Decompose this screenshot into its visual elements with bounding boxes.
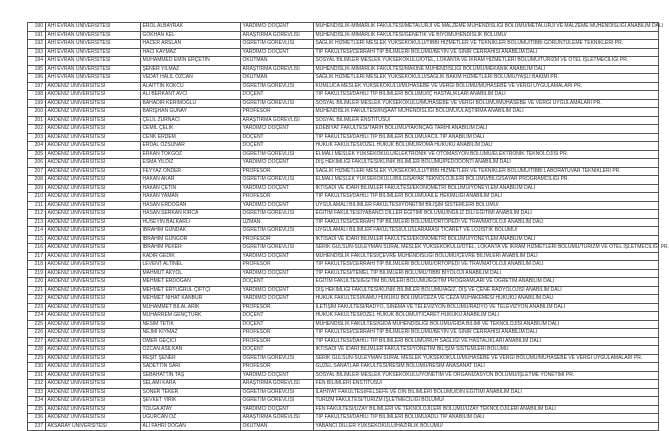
cell-title: OKUTMAN — [241, 74, 314, 83]
cell-name: MEHMET ERDOĞAN — [141, 278, 241, 287]
table-row — [28, 252, 659, 261]
cell-name: HAKAN ÇETİN — [141, 184, 241, 193]
cell-no: 224 — [28, 312, 46, 321]
cell-title: ÖĞRETİM GÖREVLİSİ — [241, 388, 314, 397]
cell-title: DOÇENT — [241, 91, 314, 100]
table-row — [28, 65, 659, 74]
cell-department: SERİK GÜLSÜN-SÜLEYMAN SÜRAL MESLEK YÜKSEKOKULU/OTEL, LOKANTA VE İKRAM HİZMETLERİ BÖLÜMÜ/TURİZM VE OTEL İŞLETMECİLİĞİ PR. — [315, 244, 669, 250]
table-row — [28, 337, 659, 346]
cell-no: 208 — [28, 176, 46, 185]
cell-title: ÖĞRETİM GÖREVLİSİ — [241, 40, 314, 49]
cell-title: YARDIMCI DOÇENT — [241, 295, 314, 304]
cell-no: 234 — [28, 397, 46, 406]
cell-department: EĞİTİM FAKÜLTESİ/EĞİTİM BİLİMLERİ BÖLÜMÜ/EĞİTİM PROGRAMLARI VE ÖĞRETİM ANABİLİM DALI — [314, 278, 659, 287]
cell-department: SOSYAL BİLİMLER ENSTİTÜSÜ/ — [314, 116, 659, 125]
cell-title: ÖĞRETİM GÖREVLİSİ — [241, 99, 314, 108]
cell-university: AHİ EVRAN ÜNİVERSİTESİ — [46, 48, 141, 57]
cell-no: 192 — [28, 40, 46, 49]
cell-department: FEN FAKÜLTESİ/UZAY BİLİMLERİ VE TEKNOLOJİLERİ BÖLÜMÜ/UZAY TEKNOLOJİLERİ ANABİLİM DALI — [314, 405, 659, 414]
cell-name: HACER ARSLAN — [141, 40, 241, 49]
cell-department: DİŞ HEKİMLİĞİ FAKÜLTESİ/KLİNİK BİLİMLER BÖLÜMÜ/AĞIZ, DİŞ VE ÇENE RADYOLOJİSİ ANABİLİM DALI — [314, 286, 659, 295]
cell-title: PROFESÖR — [241, 363, 314, 372]
cell-no: 209 — [28, 184, 46, 193]
cell-department: HUKUK FAKÜLTESİ/ÖZEL HUKUK BÖLÜMÜ/TİCARET HUKUKU ANABİLİM DALI — [314, 312, 659, 321]
cell-university: AHİ EVRAN ÜNİVERSİTESİ — [46, 40, 141, 49]
cell-name: BARIŞHAN GÜNAY — [141, 108, 241, 117]
cell-department: SOSYAL BİLİMLER MESLEK YÜKSEKOKULU/MUHASEBE VE VERGİ BÖLÜMÜ/MUHASEBE VE VERGİ UYGULAMALARI PR. — [314, 99, 659, 108]
table-row — [28, 312, 659, 321]
cell-university: AKDENİZ ÜNİVERSİTESİ — [46, 201, 141, 210]
cell-name: KADİR GEDİK — [141, 252, 241, 261]
cell-university: AKDENİZ ÜNİVERSİTESİ — [46, 159, 141, 168]
cell-no: 229 — [28, 354, 46, 363]
cell-title: PROFESÖR — [241, 303, 314, 312]
cell-name: MEHMET NİHAT KANBUR — [141, 295, 241, 304]
table-row — [28, 48, 659, 57]
cell-title: ARAŞTIRMA GÖREVLİSİ — [241, 414, 314, 423]
table-row — [28, 414, 659, 423]
cell-department: TIP FAKÜLTESİ/DAHİLİ TIP BİLİMLERİ BÖLÜMÜ/İÇ HASTALIKLARI ANABİLİM DALI — [314, 91, 659, 100]
cell-name: İBRAHİM GÜNDAK — [141, 227, 241, 236]
table-row — [28, 388, 659, 397]
cell-no: 228 — [28, 346, 46, 355]
cell-name: ESMA YILDIZ — [141, 159, 241, 168]
cell-university: AHİ EVRAN ÜNİVERSİTESİ — [46, 65, 141, 74]
cell-title: OKUTMAN — [241, 422, 314, 431]
cell-name: MUHAMMED EMİN ERÇETİN — [141, 57, 241, 66]
table-row — [28, 329, 659, 338]
table-row — [28, 40, 659, 49]
cell-department: TIP FAKÜLTESİ/CERRAHİ TIP BİLİMLERİ BÖLÜMÜ/ORTOPEDİ VE TRAVMATOLOJİ ANABİLİM DALI — [314, 261, 659, 270]
cell-title: ÖĞRETİM GÖREVLİSİ — [241, 210, 314, 219]
cell-name: MUHAMMET BİLAL ARIK — [141, 303, 241, 312]
cell-title: YARDIMCI DOÇENT — [241, 371, 314, 380]
cell-title: UZMAN — [241, 218, 314, 227]
cell-department: SERİK GÜLSÜN-SÜLEYMAN SÜRAL MESLEK YÜKSEKOKULU/MUHASEBE VE VERGİ BÖLÜMÜ/MUHASEBE VE VERGİ UYGULAMALARI PR. — [314, 354, 659, 363]
cell-university: AKDENİZ ÜNİVERSİTESİ — [46, 218, 141, 227]
cell-no: 225 — [28, 320, 46, 329]
cell-university: AKDENİZ ÜNİVERSİTESİ — [46, 320, 141, 329]
cell-name: ŞEVKET YİRİK — [141, 397, 241, 406]
table-row — [28, 23, 659, 32]
table-row — [28, 295, 659, 304]
cell-title: YARDIMCI DOÇENT — [241, 125, 314, 134]
cell-university: AHİ EVRAN ÜNİVERSİTESİ — [46, 23, 141, 32]
cell-department: İKTİSADİ VE İDARİ BİLİMLER FAKÜLTESİ/EKONOMETRİ BÖLÜMÜ/YÖNEYLEM ANABİLİM DALI — [314, 184, 659, 193]
cell-no: 216 — [28, 244, 46, 253]
cell-no: 237 — [28, 422, 46, 431]
cell-department: İKTİSADİ VE İDARİ BİLİMLER FAKÜLTESİ/EKONOMETRİ BÖLÜMÜ/YÖNEYLEM ANABİLİM DALI — [314, 235, 659, 244]
cell-department: MÜHENDİSLİK FAKÜLTESİ/ÇEVRE MÜHENDİSLİĞİ BÖLÜMÜ/ÇEVRE BİLİMLERİ ANABİLİM DALI — [314, 252, 659, 261]
cell-department: TIP FAKÜLTESİ/CERRAHİ TIP BİLİMLERİ BÖLÜMÜ/BEYİN VE SİNİR CERRAHİSİ ANABİLİM DALI — [314, 48, 659, 57]
cell-title: PROFESÖR — [241, 193, 314, 202]
cell-no: 198 — [28, 91, 46, 100]
cell-title: DOÇENT — [241, 133, 314, 142]
cell-title: DOÇENT — [241, 346, 314, 355]
cell-university: AKDENİZ ÜNİVERSİTESİ — [46, 269, 141, 278]
cell-title: DOÇENT — [241, 278, 314, 287]
cell-no: 236 — [28, 414, 46, 423]
cell-name: NEJMİ KIYMAZ — [141, 329, 241, 338]
cell-name: ALİ BERKANT AVCI — [141, 91, 241, 100]
table-row — [28, 422, 659, 431]
table-row — [28, 125, 659, 134]
cell-department: EĞİTİM FAKÜLTESİ/YABANCI DİLLER EĞİTİMİ BÖLÜMÜ/İNGİLİZ DİLİ EĞİTİMİ ANABİLİM DALI — [314, 210, 659, 219]
cell-university: AKDENİZ ÜNİVERSİTESİ — [46, 99, 141, 108]
cell-university: AKDENİZ ÜNİVERSİTESİ — [46, 371, 141, 380]
academic-staff-table — [27, 22, 669, 431]
cell-university: AKDENİZ ÜNİVERSİTESİ — [46, 108, 141, 117]
cell-no: 196 — [28, 74, 46, 83]
table-row — [28, 278, 659, 287]
cell-title: ÖĞRETİM GÖREVLİSİ — [241, 244, 314, 253]
table-row — [28, 363, 659, 372]
cell-title: YARDIMCI DOÇENT — [241, 201, 314, 210]
cell-no: 206 — [28, 159, 46, 168]
cell-title: PROFESÖR — [241, 167, 314, 176]
cell-department: TIP FAKÜLTESİ/DAHİLİ TIP BİLİMLERİ BÖLÜMÜ/ADLİ TIP ANABİLİM DALI — [314, 414, 659, 423]
cell-no: 222 — [28, 295, 46, 304]
cell-no: 215 — [28, 235, 46, 244]
cell-title: YARDIMCI DOÇENT — [241, 48, 314, 57]
cell-title: YARDIMCI DOÇENT — [241, 159, 314, 168]
cell-name: SADETTİN SARI — [141, 363, 241, 372]
cell-department: TURİZM FAKÜLTESİ/TURİZM İŞLETMECİLİĞİ BÖLÜMÜ/ — [314, 397, 659, 406]
cell-no: 226 — [28, 329, 46, 338]
cell-title: PROFESÖR — [241, 261, 314, 270]
cell-title: OKUTMAN — [241, 57, 314, 66]
cell-no: 230 — [28, 363, 46, 372]
cell-title: ÖĞRETİM GÖREVLİSİ — [241, 176, 314, 185]
cell-no: 199 — [28, 99, 46, 108]
cell-no: 197 — [28, 82, 46, 91]
cell-university: AKDENİZ ÜNİVERSİTESİ — [46, 116, 141, 125]
cell-university: AKDENİZ ÜNİVERSİTESİ — [46, 312, 141, 321]
table-row — [28, 397, 659, 406]
cell-university: AKDENİZ ÜNİVERSİTESİ — [46, 252, 141, 261]
cell-department: FEN BİLİMLERİ ENSTİTÜSÜ/ — [314, 380, 659, 389]
table-row — [28, 142, 659, 151]
cell-department: SAĞLIK HİZMETLERİ MESLEK YÜKSEKOKULU/SAĞLIK BAKIM HİZMETLERİ BÖLÜMÜ/YAŞLI BAKIMI PR. — [314, 74, 659, 83]
cell-no: 233 — [28, 388, 46, 397]
cell-department: GÜZEL SANATLAR FAKÜLTESİ/RESİM BÖLÜMÜ/RESİM ANASANAT DALI — [314, 363, 659, 372]
cell-department: İKTİSADİ VE İDARİ BİLİMLER FAKÜLTESİ/YÖNETİM BİLİŞİM SİSTEMLERİ BÖLÜMÜ — [314, 346, 659, 355]
cell-no: 212 — [28, 210, 46, 219]
cell-department: KUMLUCA MESLEK YÜKSEKOKULU/MUHASEBE VE VERGİ BÖLÜMÜ/MUHASEBE VE VERGİ UYGULAMALARI PR. — [314, 82, 659, 91]
cell-name: BAHADIR KERİMOĞLU — [141, 99, 241, 108]
cell-no: 203 — [28, 133, 46, 142]
cell-title: PROFESÖR — [241, 337, 314, 346]
cell-title: YARDIMCI DOÇENT — [241, 286, 314, 295]
cell-university: AKDENİZ ÜNİVERSİTESİ — [46, 397, 141, 406]
cell-department: İLETİŞİM FAKÜLTESİ/RADYO, SİNEMA VE TELEVİZYON BÖLÜMÜ/RADYO VE TELEVİZYON ANABİLİM DALI — [314, 303, 659, 312]
cell-department: SOSYAL BİLİMLER MESLEK YÜKSEKOKULU/YÖNETİM VE ORGANİZASYON BÖLÜMÜ/İŞLETME YÖNETİMİ PR. — [314, 371, 659, 380]
cell-university: AKDENİZ ÜNİVERSİTESİ — [46, 346, 141, 355]
cell-university: AKSARAY ÜNİVERSİTESİ — [46, 422, 141, 431]
cell-no: 213 — [28, 218, 46, 227]
cell-title: ÖĞRETİM GÖREVLİSİ — [241, 227, 314, 236]
cell-name: SEBAHATTİN TAŞ — [141, 371, 241, 380]
cell-university: AKDENİZ ÜNİVERSİTESİ — [46, 184, 141, 193]
cell-university: AKDENİZ ÜNİVERSİTESİ — [46, 337, 141, 346]
cell-university: AKDENİZ ÜNİVERSİTESİ — [46, 150, 141, 159]
table-row — [28, 371, 659, 380]
cell-no: 231 — [28, 371, 46, 380]
cell-no: 227 — [28, 337, 46, 346]
cell-no: 217 — [28, 252, 46, 261]
cell-name: SONER TEKER — [141, 388, 241, 397]
cell-university: AKDENİZ ÜNİVERSİTESİ — [46, 295, 141, 304]
cell-department: MÜHENDİSLİK-MİMARLIK FAKÜLTESİ/METALURJİ VE MALZEME MÜHENDİSLİĞİ BÖLÜMÜ/METALURJİ VE MALZEME MÜHENDİSLİĞİ ANABİLİM DALI — [315, 23, 664, 29]
cell-department: TIP FAKÜLTESİ/DAHİLİ TIP BİLİMLERİ BÖLÜMÜ/AİLE HEKİMLİĞİ ANABİLİM DALI — [314, 193, 659, 202]
cell-name: HÜSEYİN BALKARLI — [141, 218, 241, 227]
table-row — [28, 167, 659, 176]
cell-department: SOSYAL BİLİMLER MESLEK YÜKSEKOKULU/OTEL, LOKANTA VE İKRAM HİZMETLERİ BÖLÜMÜ/TURİZM VE OTEL İŞLETMECİLİĞİ PR. — [314, 57, 659, 66]
cell-title: DOÇENT — [241, 142, 314, 151]
cell-name: ŞENER YILMAZ — [141, 65, 241, 74]
cell-name: HAKAN YAMAN — [141, 193, 241, 202]
cell-no: 204 — [28, 142, 46, 151]
cell-name: İBRAHİM PEKER — [141, 244, 241, 253]
table-row — [28, 405, 659, 414]
cell-university: AKDENİZ ÜNİVERSİTESİ — [46, 388, 141, 397]
cell-university: AKDENİZ ÜNİVERSİTESİ — [46, 193, 141, 202]
table-row — [28, 176, 659, 185]
cell-university: AKDENİZ ÜNİVERSİTESİ — [46, 286, 141, 295]
cell-no: 232 — [28, 380, 46, 389]
cell-name: CENK ERDEM — [141, 133, 241, 142]
cell-department: TIP FAKÜLTESİ/CERRAHİ TIP BİLİMLERİ BÖLÜMÜ/BEYİN VE SİNİR CERRAHİSİ ANABİLİM DALI — [314, 329, 659, 338]
table-row — [28, 82, 659, 91]
cell-department: DİŞ HEKİMLİĞİ FAKÜLTESİ/KLİNİK BİLİMLER BÖLÜMÜ/PEDODONTİ ANABİLİM DALI — [314, 159, 659, 168]
cell-department: SAĞLIK HİZMETLERİ MESLEK YÜKSEKOKULU/TIBBİ HİZMETLER VE TEKNİKLER BÖLÜMÜ/TIBBİ LABORATUVAR TEKNİKLERİ PR. — [314, 167, 659, 176]
cell-no: 207 — [28, 167, 46, 176]
table-row — [28, 108, 659, 117]
cell-university: AHİ EVRAN ÜNİVERSİTESİ — [46, 31, 141, 40]
table-row — [28, 303, 659, 312]
table-row — [28, 193, 659, 202]
cell-name: HAKAN AKAR — [141, 176, 241, 185]
cell-name: REŞİT ŞENER — [141, 354, 241, 363]
cell-no: 220 — [28, 278, 46, 287]
cell-title: ÖĞRETİM GÖREVLİSİ — [241, 397, 314, 406]
cell-university: AKDENİZ ÜNİVERSİTESİ — [46, 235, 141, 244]
cell-university: AKDENİZ ÜNİVERSİTESİ — [46, 176, 141, 185]
cell-no: 218 — [28, 261, 46, 270]
cell-title: DOÇENT — [241, 320, 314, 329]
table-row — [28, 184, 659, 193]
cell-name: ERDAL ÖZSUNAR — [141, 142, 241, 151]
table-row — [28, 286, 659, 295]
cell-no: 193 — [28, 48, 46, 57]
cell-title: PROFESÖR — [241, 235, 314, 244]
cell-university: AHİ EVRAN ÜNİVERSİTESİ — [46, 74, 141, 83]
cell-no: 201 — [28, 116, 46, 125]
cell-department: MÜHENDİSLİK FAKÜLTESİ/İNŞAAT MÜHENDİSLİĞİ BÖLÜMÜ/ULAŞTIRMA ANABİLİM DALI — [314, 108, 659, 117]
cell-title: ÖĞRETİM GÖREVLİSİ — [241, 150, 314, 159]
cell-university: AKDENİZ ÜNİVERSİTESİ — [46, 125, 141, 134]
cell-title: ARAŞTIRMA GÖREVLİSİ — [241, 65, 314, 74]
table-row — [28, 320, 659, 329]
cell-no: 194 — [28, 57, 46, 66]
cell-university: AKDENİZ ÜNİVERSİTESİ — [46, 363, 141, 372]
table-row — [28, 57, 659, 66]
cell-no: 200 — [28, 108, 46, 117]
cell-university: AKDENİZ ÜNİVERSİTESİ — [46, 414, 141, 423]
cell-no: 190 — [28, 23, 46, 32]
cell-university: AKDENİZ ÜNİVERSİTESİ — [46, 303, 141, 312]
table-row — [28, 201, 659, 210]
cell-name: SELAMİ KARA — [141, 380, 241, 389]
cell-department: MÜHENDİSLİK-MİMARLIK FAKÜLTESİ/MAKİNE MÜHENDİSLİĞİ BÖLÜMÜ/MEKANİK ANABİLİM DALI — [314, 65, 659, 74]
cell-no: 221 — [28, 286, 46, 295]
cell-title: ARAŞTIRMA GÖREVLİSİ — [241, 116, 314, 125]
cell-name: HASAN SERKAN KIRCA — [141, 210, 241, 219]
cell-university: AKDENİZ ÜNİVERSİTESİ — [46, 405, 141, 414]
cell-no: 211 — [28, 201, 46, 210]
cell-no: 223 — [28, 303, 46, 312]
cell-title: ÖĞRETİM GÖREVLİSİ — [241, 354, 314, 363]
cell-name: MEHMET ERTUĞRUL ÇİFTÇİ — [141, 286, 241, 295]
cell-university: AKDENİZ ÜNİVERSİTESİ — [46, 91, 141, 100]
cell-name: ALİ FAHRİ DOĞAN — [141, 422, 241, 431]
cell-university: AKDENİZ ÜNİVERSİTESİ — [46, 354, 141, 363]
cell-department: HUKUK FAKÜLTESİ/ÖZEL HUKUK BÖLÜMÜ/ROMA HUKUKU ANABİLİM DALI — [314, 142, 659, 151]
cell-title: YARDIMCI DOÇENT — [241, 405, 314, 414]
table-row — [28, 227, 659, 236]
cell-title: YARDIMCI DOÇENT — [241, 184, 314, 193]
cell-department: ELMALI MESLEK YÜKSEKOKULU/BİLGİSAYAR TEKNOLOJİLERİ BÖLÜMÜ/BİLGİSAYAR PROGRAMCILIĞI PR. — [314, 176, 659, 185]
cell-no: 210 — [28, 193, 46, 202]
table-row — [28, 346, 659, 355]
cell-title: YARDIMCI DOÇENT — [241, 269, 314, 278]
cell-no: 205 — [28, 150, 46, 159]
staff-table-body — [28, 23, 669, 431]
cell-department: EDEBİYAT FAKÜLTESİ/TARİH BÖLÜMÜ/YAKINÇAĞ TARİHİ ANABİLİM DALI — [314, 125, 659, 134]
cell-university: AKDENİZ ÜNİVERSİTESİ — [46, 244, 141, 253]
table-row — [28, 74, 659, 83]
cell-title: ARAŞTIRMA GÖREVLİSİ — [241, 31, 314, 40]
table-row — [28, 261, 659, 270]
cell-department: UYGULAMALI BİLİMLER FAKÜLTESİ/ULUSLARARASI TİCARET VE LOJİSTİK BÖLÜMÜ/ — [314, 227, 659, 236]
cell-title: ARAŞTIRMA GÖREVLİSİ — [241, 380, 314, 389]
cell-department: TIP FAKÜLTESİ/TEMEL TIP BİLİMLERİ BÖLÜMÜ/TIBBİ BİYOLOJİ ANABİLİM DALI — [314, 269, 659, 278]
table-row — [28, 150, 659, 159]
table-row — [28, 244, 659, 253]
table-row — [28, 116, 659, 125]
cell-no: 202 — [28, 125, 46, 134]
cell-name: İBRAHİM GÜNGÖR — [141, 235, 241, 244]
table-row — [28, 380, 659, 389]
table-row — [28, 99, 659, 108]
cell-name: FEYYAZ ÖNDER — [141, 167, 241, 176]
cell-university: AKDENİZ ÜNİVERSİTESİ — [46, 142, 141, 151]
cell-department: MÜHENDİSLİK-MİMARLIK FAKÜLTESİ/GENETİK VE BİYOMÜHENDİSLİK BÖLÜMÜ/ — [314, 31, 659, 40]
cell-name: ÖMER GEÇİCİ — [141, 337, 241, 346]
cell-name: TOLGA ATAY — [141, 405, 241, 414]
cell-title: YARDIMCI DOÇENT — [241, 23, 314, 32]
cell-university: AKDENİZ ÜNİVERSİTESİ — [46, 210, 141, 219]
cell-department: TIP FAKÜLTESİ/DAHİLİ TIP BİLİMLERİ BÖLÜMÜ/RUH SAĞLIĞI VE HASTALIKLARI ANABİLİM DALI — [314, 337, 659, 346]
table-row — [28, 31, 659, 40]
cell-department: TIP FAKÜLTESİ/DAHİLİ TIP BİLİMLERİ BÖLÜMÜ/ACİL TIP ANABİLİM DALI — [314, 133, 659, 142]
cell-name: VEDAT HALİL ÖZCAN — [141, 74, 241, 83]
cell-title: PROFESÖR — [241, 329, 314, 338]
cell-department: YABANCI DİLLER YÜKSEKOKULU/HAZIRLIK BÖLÜMÜ/ — [314, 422, 659, 431]
cell-department: MÜHENDİSLİK FAKÜLTESİ/GIDA MÜHENDİSLİĞİ BÖLÜMÜ/GIDA BİLİMİ VE TEKNOLOJİSİ ANABİLİM DALI — [314, 320, 659, 329]
cell-name: LEVENT ALTINEL — [141, 261, 241, 270]
cell-department: HUKUK FAKÜLTESİ/KAMU HUKUKU BÖLÜMÜ/CEZA VE CEZA MUHAKEMESİ HUKUKU ANABİLİM DALI — [314, 295, 659, 304]
cell-name: MUHARREM GENÇTÜRK — [141, 312, 241, 321]
cell-university: AKDENİZ ÜNİVERSİTESİ — [46, 278, 141, 287]
cell-name: EROL ALBAYRAK — [141, 23, 241, 32]
cell-university: AKDENİZ ÜNİVERSİTESİ — [46, 167, 141, 176]
cell-no: 195 — [28, 65, 46, 74]
cell-university: AHİ EVRAN ÜNİVERSİTESİ — [46, 57, 141, 66]
cell-name: MAHMUT AKYOL — [141, 269, 241, 278]
table-row — [28, 218, 659, 227]
cell-no: 214 — [28, 227, 46, 236]
cell-no: 235 — [28, 405, 46, 414]
cell-name: HASAN ERDOĞAN — [141, 201, 241, 210]
cell-name: ERKAN TOKGÖZ — [141, 150, 241, 159]
cell-title: YARDIMCI DOÇENT — [241, 252, 314, 261]
cell-department: ELMALI MESLEK YÜKSEKOKULU/ELEKTRONİK VE OTOMASYON BÖLÜMÜ/ELEKTRONİK TEKNOLOJİSİ PR. — [314, 150, 659, 159]
cell-no: 191 — [28, 31, 46, 40]
table-row — [28, 91, 659, 100]
cell-no: 219 — [28, 269, 46, 278]
table-row — [28, 235, 659, 244]
cell-university: AKDENİZ ÜNİVERSİTESİ — [46, 82, 141, 91]
cell-name: ALAİTTİN KOKCU — [141, 82, 241, 91]
cell-university: AKDENİZ ÜNİVERSİTESİ — [46, 380, 141, 389]
cell-name: UĞURCAN ÖZ — [141, 414, 241, 423]
table-row — [28, 269, 659, 278]
cell-university: AKDENİZ ÜNİVERSİTESİ — [46, 329, 141, 338]
cell-department: UYGULAMALI BİLİMLER FAKÜLTESİ/YÖNETİM BİLİŞİM SİSTEMLERİ BÖLÜMÜ/ — [314, 201, 659, 210]
cell-department: SAĞLIK HİZMETLERİ MESLEK YÜKSEKOKULU/TIBBİ HİZMETLER VE TEKNİKLER BÖLÜMÜ/TIBBİ GÖRÜNTÜLEME TEKNİKLERİ PR. — [314, 40, 659, 49]
cell-university: AKDENİZ ÜNİVERSİTESİ — [46, 261, 141, 270]
table-row — [28, 210, 659, 219]
cell-name: GÖKHAN KEL — [141, 31, 241, 40]
cell-title: ÖĞRETİM GÖREVLİSİ — [241, 82, 314, 91]
cell-name: ÖZCAN ASILKAN — [141, 346, 241, 355]
cell-name: ÇELİL ZURNACI — [141, 116, 241, 125]
table-row — [28, 159, 659, 168]
cell-department: İLAHİYAT FAKÜLTESİ/FELSEFE VE DİN BİLİMLERİ BÖLÜMÜ/DİN EĞİTİMİ ANABİLİM DALI — [314, 388, 659, 397]
cell-name: NESİM TETİK — [141, 320, 241, 329]
cell-title: DOÇENT — [241, 312, 314, 321]
table-row — [28, 133, 659, 142]
cell-name: CEMİL ÇELİK — [141, 125, 241, 134]
cell-title: PROFESÖR — [241, 108, 314, 117]
cell-university: AKDENİZ ÜNİVERSİTESİ — [46, 227, 141, 236]
cell-name: HACI KAYMAZ — [141, 48, 241, 57]
cell-university: AKDENİZ ÜNİVERSİTESİ — [46, 133, 141, 142]
table-row — [28, 354, 659, 363]
cell-department: TIP FAKÜLTESİ/CERRAHİ TIP BİLİMLERİ BÖLÜMÜ/ORTOPEDİ VE TRAVMATOLOJİ ANABİLİM DALI — [314, 218, 659, 227]
